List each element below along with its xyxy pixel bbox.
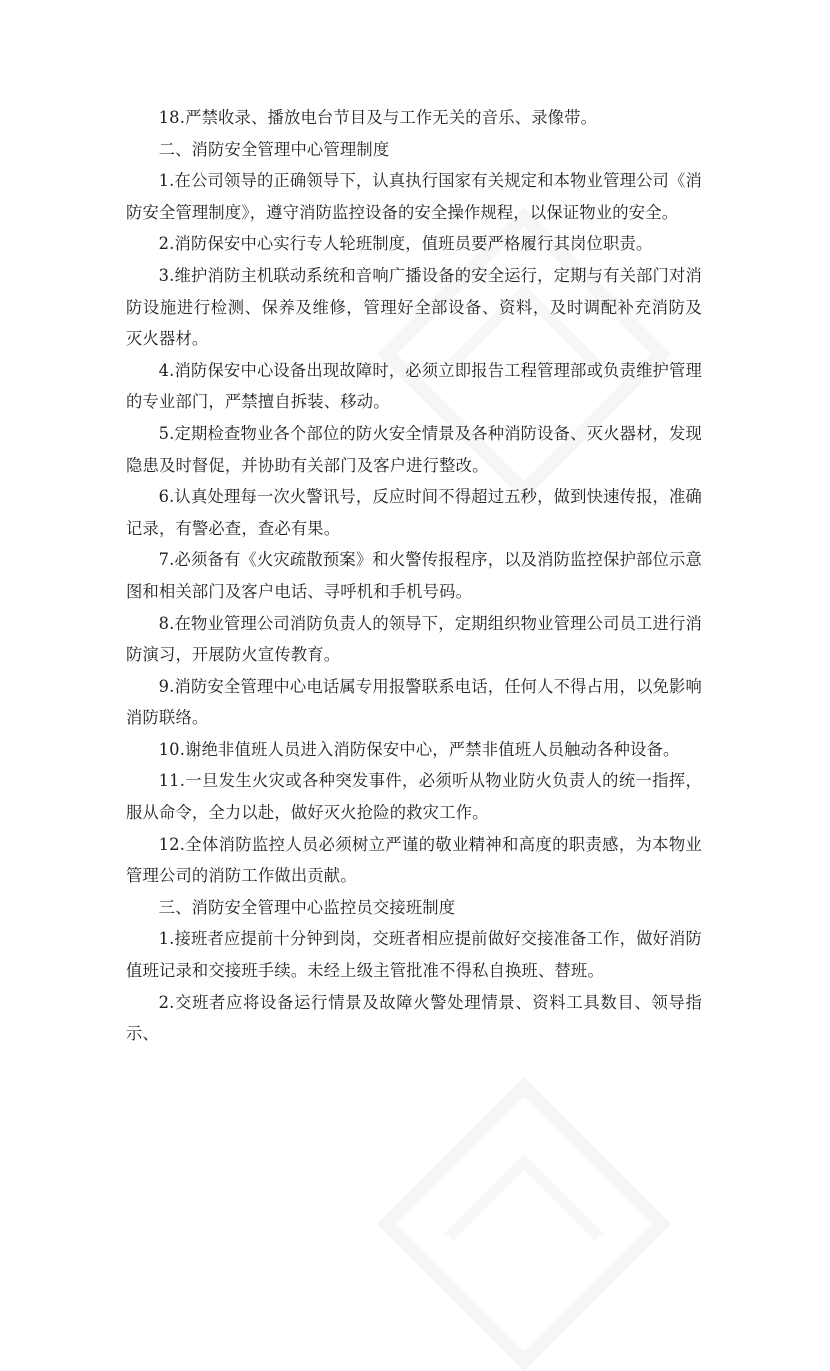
paragraph-item-1: 1.接班者应提前十分钟到岗，交班者相应提前做好交接准备工作，做好消防值班记录和交接班手续。未经上级主管批准不得私自换班、替班。 xyxy=(126,929,702,981)
document-body xyxy=(126,102,702,1050)
paragraph-item-12: 12.全体消防监控人员必须树立严谨的敬业精神和高度的职责感，为本物业管理公司的消防工作做出贡献。 xyxy=(126,834,702,886)
paragraph-item-9: 9.消防安全管理中心电话属专用报警联系电话，任何人不得占用，以免影响消防联络。 xyxy=(126,676,702,728)
paragraph-item-11: 11.一旦发生火灾或各种突发事件，必须听从物业防火负责人的统一指挥，服从命令，全力以赴，做好灭火抢险的救灾工作。 xyxy=(126,771,702,823)
paragraph-item-8: 8.在物业管理公司消防负责人的领导下，定期组织物业管理公司员工进行消防演习，开展防火宣传教育。 xyxy=(126,613,702,665)
paragraph-item-2: 2.消防保安中心实行专人轮班制度，值班员要严格履行其岗位职责。 xyxy=(158,234,653,254)
paragraph-item-6: 6.认真处理每一次火警讯号，反应时间不得超过五秒，做到快速传报，准确记录，有警必查，查必有果。 xyxy=(126,487,702,538)
paragraph-item-1: 1.在公司领导的正确领导下，认真执行国家有关规定和本物业管理公司《消防安全管理制度》，遵守消防监控设备的安全操作规程，以保证物业的安全。 xyxy=(126,171,702,222)
paragraph-item-5: 5.定期检查物业各个部位的防火安全情景及各种消防设备、灭火器材，发现隐患及时督促，并协助有关部门及客户进行整改。 xyxy=(126,423,702,475)
paragraph-item-2: 2.交班者应将设备运行情景及故障火警处理情景、资料工具数目、领导指示、 xyxy=(126,992,702,1044)
paragraph-item-18: 18.严禁收录、播放电台节目及与工作无关的音乐、录像带。 xyxy=(158,108,598,127)
paragraph-item-4: 4.消防保安中心设备出现故障时，必须立即报告工程管理部或负责维护管理的专业部门，严禁擅自拆装、移动。 xyxy=(126,360,702,412)
paragraph-item-10: 10.谢绝非值班人员进入消防保安中心，严禁非值班人员触动各种设备。 xyxy=(158,739,680,759)
watermark-logo-icon xyxy=(377,1077,671,1371)
section-heading-2: 二、消防安全管理中心管理制度 xyxy=(158,139,390,159)
paragraph-item-3: 3.维护消防主机联动系统和音响广播设备的安全运行，定期与有关部门对消防设施进行检测、保养及维修，管理好全部设备、资料，及时调配补充消防及灭火器材。 xyxy=(126,265,702,349)
section-heading-3: 三、消防安全管理中心监控员交接班制度 xyxy=(158,897,456,917)
paragraph-item-7: 7.必须备有《火灾疏散预案》和火警传报程序，以及消防监控保护部位示意图和相关部门及客户电话、寻呼机和手机号码。 xyxy=(126,550,702,601)
